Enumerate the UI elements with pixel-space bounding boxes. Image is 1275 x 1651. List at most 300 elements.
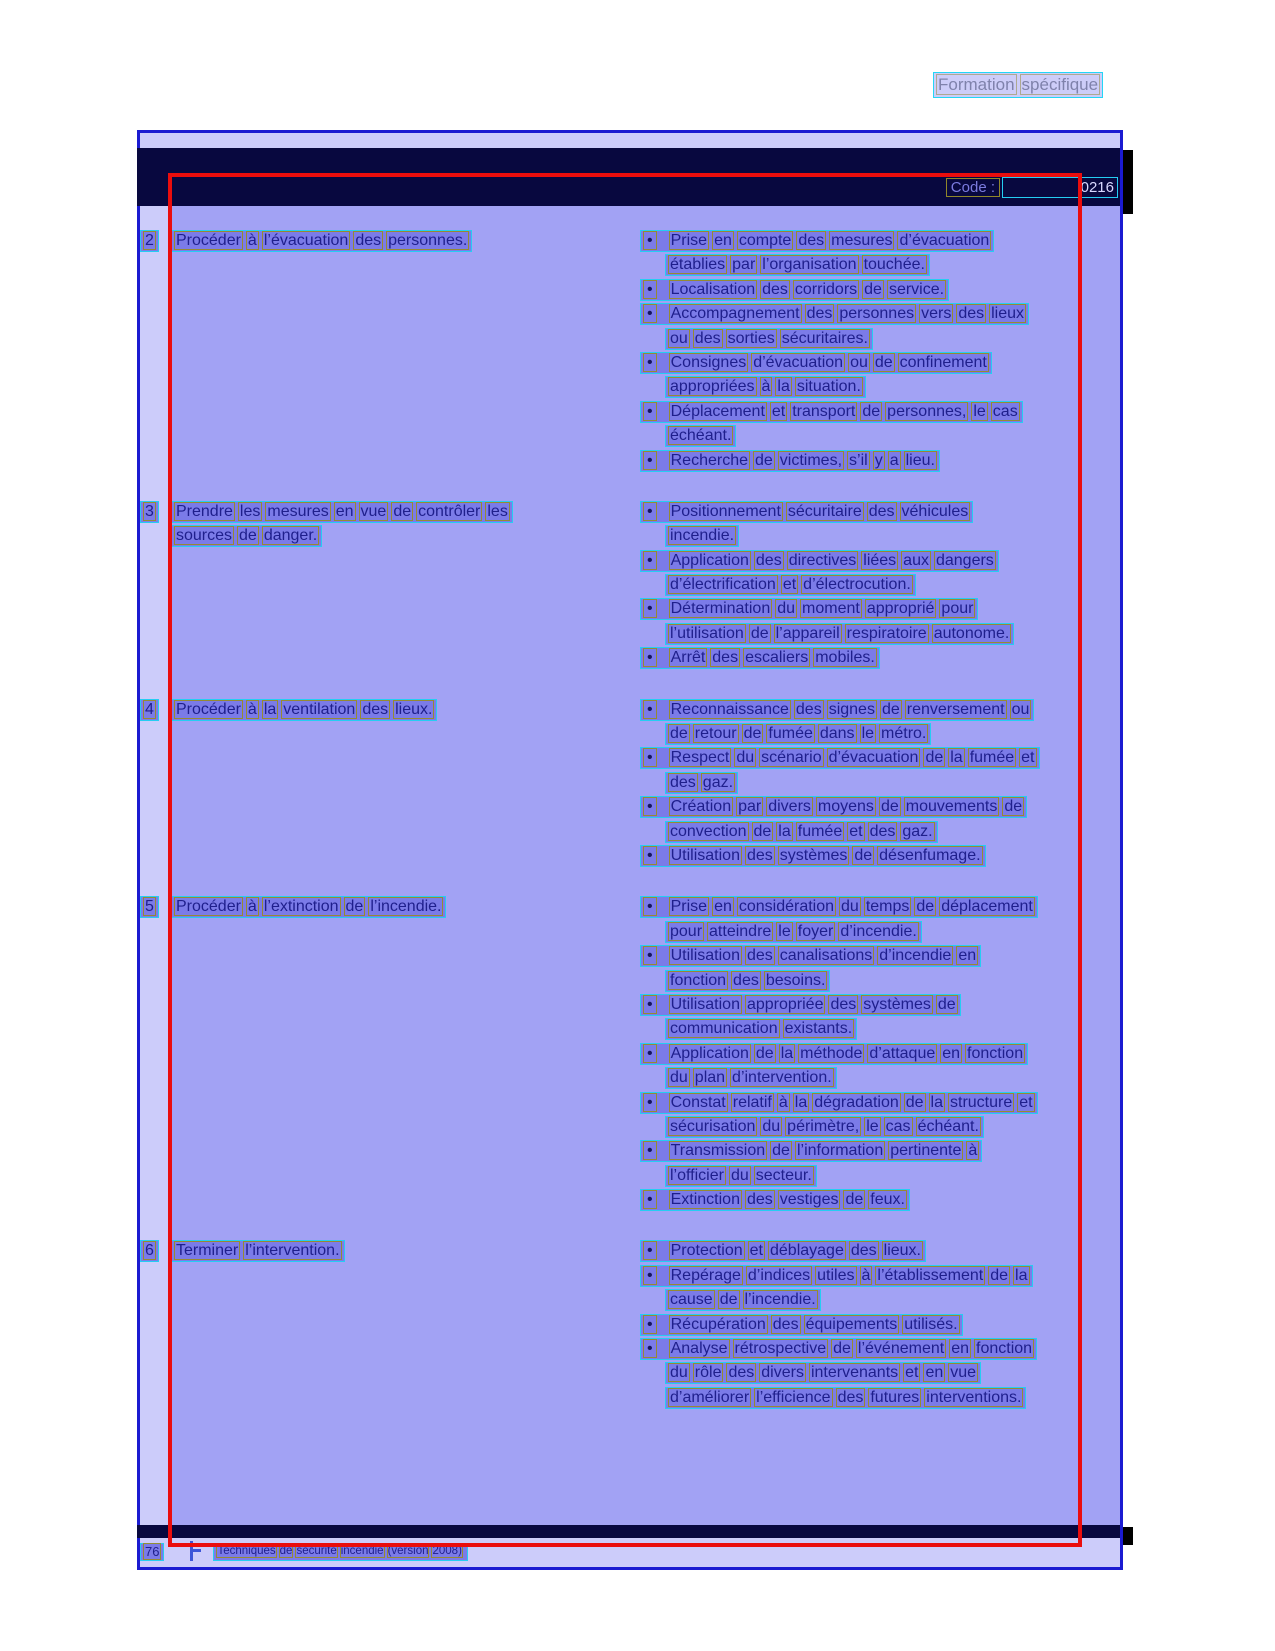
bullet-icon: • (643, 353, 657, 372)
ocr-line (665, 1387, 1026, 1409)
bullet-icon: • (643, 502, 657, 521)
ocr-word: mobiles. (815, 649, 875, 667)
ocr-word: de (916, 898, 935, 916)
ocr-word: équipements (805, 1315, 898, 1333)
ocr-word: des (850, 1242, 877, 1260)
item-bullet-list (640, 698, 1120, 869)
ocr-word: dangers (935, 551, 994, 569)
ocr-word: gaz. (702, 773, 734, 791)
ocr-word: Déplacement (670, 402, 765, 420)
ocr-word: de (753, 822, 772, 840)
ocr-word: Positionnement (670, 502, 781, 520)
ocr-word: 5 (145, 898, 154, 916)
ocr-word: l’information (796, 1142, 884, 1160)
ocr-word: en (925, 1364, 944, 1382)
ocr-word: l’incendie. (744, 1291, 816, 1309)
ocr-word: rôle (694, 1364, 722, 1382)
ocr-line (640, 945, 981, 967)
ocr-line (640, 1043, 1028, 1065)
ocr-word: du (777, 600, 796, 618)
ocr-word: d’attaque (869, 1044, 936, 1062)
ocr-word: escaliers (745, 649, 809, 667)
ocr-word: Terminer (176, 1242, 239, 1260)
ocr-word: à (778, 1093, 788, 1111)
ocr-word: des (712, 649, 739, 667)
ocr-word: les (239, 502, 261, 520)
ocr-word: pertinente (890, 1142, 962, 1160)
ocr-word: des (728, 1364, 755, 1382)
ocr-word: de (239, 527, 257, 545)
ocr-word: sécurisation (670, 1117, 756, 1135)
ocr-word: ou (1011, 700, 1030, 718)
ocr-word: temps (865, 898, 910, 916)
ocr-word: Protection (670, 1242, 743, 1260)
ocr-word: sorties (727, 329, 775, 347)
ocr-word: ou (850, 353, 868, 371)
ocr-word: Procéder (176, 700, 241, 718)
footer-text (213, 1542, 467, 1561)
ocr-word: compte (738, 232, 792, 249)
ocr-word: s’il (849, 451, 868, 469)
ocr-word: Application (670, 551, 749, 569)
ocr-word: d’électrification (670, 576, 776, 594)
ocr-word: secteur. (755, 1166, 812, 1184)
ocr-word: et (782, 576, 797, 594)
ocr-word: échéant. (917, 1117, 979, 1135)
ocr-word: des (806, 305, 833, 323)
ocr-word: 2 (145, 232, 154, 249)
ocr-word: 6 (145, 1242, 154, 1260)
ocr-word: cas (992, 402, 1018, 420)
corner-label (933, 71, 1103, 98)
ocr-word: lieux. (395, 700, 433, 718)
ocr-line (640, 796, 1027, 818)
ocr-word: Accompagnement (670, 305, 800, 323)
ocr-word: déplacement (941, 898, 1033, 916)
bullet-icon: • (643, 304, 657, 323)
ocr-line (171, 699, 437, 721)
ocr-line (665, 1067, 837, 1089)
ocr-word: de (279, 1544, 293, 1557)
ocr-line (665, 821, 938, 843)
ocr-word: Extinction (670, 1191, 740, 1209)
ocr-word: à (247, 898, 257, 916)
ocr-word: corridors (794, 280, 858, 298)
ocr-word: moyens (817, 798, 874, 816)
ocr-word: l’événement (857, 1340, 945, 1358)
ocr-word: futures (870, 1388, 920, 1406)
ocr-word: intervenants (810, 1364, 899, 1382)
ocr-word: à (968, 1142, 978, 1160)
ocr-line (665, 1289, 821, 1311)
ocr-word: l’efficience (756, 1388, 831, 1406)
ocr-word: Analyse (670, 1340, 728, 1358)
ocr-line (640, 1265, 1033, 1287)
ocr-line (640, 699, 1034, 721)
ocr-line (665, 425, 736, 447)
ocr-word: en (958, 947, 977, 965)
ocr-word: des (798, 232, 825, 249)
ocr-word: à (247, 232, 257, 249)
ocr-word: du (841, 898, 859, 916)
ocr-word: dans (819, 725, 855, 743)
ocr-word: d’évacuation (753, 353, 844, 371)
ocr-word: Prendre (176, 502, 233, 520)
item-title (171, 500, 640, 549)
ocr-line (640, 401, 1023, 423)
ocr-word: atteindre (709, 922, 772, 940)
ocr-word: la (777, 378, 790, 396)
ocr-word: fonction (967, 1044, 1024, 1062)
ocr-word: sécuritaires. (781, 329, 868, 347)
footer-bar-shadow (1123, 1527, 1133, 1545)
ocr-word: d’électrocution. (803, 576, 911, 594)
bullet-icon: • (643, 1266, 657, 1285)
ocr-word: l’utilisation (670, 624, 744, 642)
ocr-word: lieu. (905, 451, 935, 469)
content-rows (140, 229, 1120, 1437)
ocr-word: le (973, 402, 986, 420)
bullet-icon: • (643, 1093, 657, 1112)
item-row (140, 229, 1120, 473)
code-line (946, 177, 1118, 198)
ocr-word: des (694, 329, 721, 347)
ocr-word: du (736, 749, 755, 767)
ocr-word: des (869, 822, 896, 840)
ocr-word: convection (670, 822, 747, 840)
ocr-word: l’incendie. (370, 898, 442, 916)
ocr-word: de (833, 1340, 851, 1358)
ocr-word: interventions. (926, 1388, 1022, 1406)
ocr-word: des (958, 305, 985, 323)
ocr-line (640, 279, 949, 301)
ocr-word: spécifique (1021, 75, 1099, 94)
ocr-word: Procéder (176, 232, 241, 249)
page-number-box (140, 1543, 164, 1561)
bullet-icon: • (643, 648, 657, 667)
ocr-word: d’évacuation (828, 749, 919, 767)
item-title (171, 229, 640, 253)
ocr-word: de (755, 1044, 774, 1062)
item-number-column (140, 698, 171, 722)
ocr-word: en (942, 1044, 961, 1062)
code-label: Code : (946, 178, 1000, 197)
ocr-line (640, 450, 940, 472)
item-title (171, 1239, 640, 1263)
ocr-word: de (925, 749, 944, 767)
ocr-word: des (362, 700, 389, 718)
ocr-word: de (990, 1266, 1009, 1284)
ocr-word: mesures (267, 502, 329, 520)
ocr-word: communication (670, 1020, 778, 1038)
bullet-icon: • (643, 1241, 657, 1260)
ocr-word: Transmission (670, 1142, 766, 1160)
ocr-word: des (772, 1315, 799, 1333)
ocr-line (171, 896, 446, 918)
ocr-word: vers (921, 305, 952, 323)
ocr-word: des (670, 773, 696, 791)
ocr-word: déblayage (770, 1242, 844, 1260)
ocr-word: des (762, 280, 788, 298)
ocr-line (640, 896, 1038, 918)
ocr-word: signes (828, 700, 875, 718)
bullet-icon: • (643, 846, 657, 865)
ocr-line (640, 352, 992, 374)
ocr-line (665, 525, 739, 547)
ocr-word: Utilisation (670, 995, 740, 1013)
ocr-word: de (880, 798, 899, 816)
ocr-word: Utilisation (670, 947, 740, 965)
item-number-column (140, 1239, 171, 1263)
ocr-word: mouvements (905, 798, 998, 816)
ocr-word: sécurité (296, 1544, 337, 1557)
ocr-word: l’organisation (762, 256, 857, 274)
ocr-word: systèmes (779, 846, 848, 864)
ocr-word: Reconnaissance (670, 700, 789, 718)
ocr-word: Localisation (670, 280, 756, 298)
item-number-column (140, 895, 171, 919)
ocr-word: des (868, 502, 895, 520)
ocr-word: fonction (670, 971, 727, 989)
ocr-word: de (905, 1093, 924, 1111)
ocr-word: de (772, 1142, 790, 1160)
ocr-word: fumée (969, 749, 1015, 767)
ocr-word: en (951, 1340, 969, 1358)
ocr-word: Application (670, 1044, 749, 1062)
ocr-line (140, 230, 159, 252)
ocr-word: dégradation (814, 1093, 899, 1111)
ocr-line (665, 574, 916, 596)
ocr-word: à (247, 700, 257, 718)
ocr-word: personnes, (887, 402, 967, 420)
ocr-word: directives (788, 551, 857, 569)
ocr-line (665, 921, 922, 943)
ocr-line (665, 970, 830, 992)
ocr-word: feux. (870, 1191, 905, 1209)
ocr-word: à (861, 1266, 871, 1284)
item-bullet-list (640, 229, 1120, 473)
ocr-word: danger. (263, 527, 318, 545)
ocr-word: Création (670, 798, 732, 816)
item-bullet-list (640, 500, 1120, 671)
ocr-word: pour (670, 922, 703, 940)
ocr-word: l’établissement (877, 1266, 984, 1284)
item-bullet-list (640, 895, 1120, 1212)
ocr-line (171, 525, 322, 547)
header-bar (137, 148, 1120, 206)
ocr-word: de (1004, 798, 1023, 816)
bullet-icon: • (643, 551, 657, 570)
ocr-line (640, 1189, 910, 1211)
ocr-word: de (862, 402, 881, 420)
ocr-line (665, 376, 866, 398)
ocr-word: Utilisation (670, 846, 740, 864)
ocr-word: du (670, 1364, 688, 1382)
ocr-word: de (937, 995, 956, 1013)
crop-mark-icon (190, 1541, 205, 1561)
ocr-word: structure (950, 1093, 1013, 1111)
ocr-word: du (762, 1117, 781, 1135)
ocr-line (213, 1543, 467, 1561)
ocr-word: des (746, 1191, 773, 1209)
ocr-word: Récupération (670, 1315, 766, 1333)
bullet-icon: • (643, 1339, 657, 1358)
ocr-word: incendie (340, 1544, 384, 1557)
ocr-word: gaz. (902, 822, 933, 840)
ocr-word: Prise (670, 232, 708, 249)
ocr-word: Arrêt (670, 649, 706, 667)
ocr-word: de (881, 700, 900, 718)
bullet-icon: • (643, 402, 657, 421)
ocr-word: du (730, 1166, 749, 1184)
ocr-line (933, 72, 1103, 98)
ocr-word: de (864, 280, 882, 298)
ocr-word: l’intervention. (245, 1242, 340, 1260)
ocr-word: véhicules (901, 502, 969, 520)
ocr-word: de (393, 502, 412, 520)
ocr-word: périmètre, (787, 1117, 860, 1135)
ocr-word: le (861, 725, 875, 743)
ocr-word: de (670, 725, 688, 743)
bullet-icon: • (643, 1315, 657, 1334)
ocr-word: Repérage (670, 1266, 741, 1284)
ocr-line (665, 1362, 981, 1384)
ocr-word: en (335, 502, 354, 520)
ocr-line (640, 550, 999, 572)
ocr-word: moment (802, 600, 860, 618)
code-value: 0216 (1080, 179, 1114, 196)
ocr-line (640, 230, 994, 252)
ocr-word: et (771, 402, 786, 420)
ocr-line (140, 1240, 159, 1262)
ocr-word: d’évacuation (899, 232, 990, 249)
ocr-word: l’officier (670, 1166, 724, 1184)
ocr-word: a (889, 451, 899, 469)
ocr-word: par (738, 798, 762, 816)
item-row (140, 1239, 1120, 1410)
ocr-word: Consignes (670, 353, 747, 371)
ocr-line (640, 1092, 1038, 1114)
ocr-word: à (761, 378, 771, 396)
item-row (140, 895, 1120, 1212)
bullet-icon: • (643, 897, 657, 916)
ocr-word: divers (768, 798, 811, 816)
ocr-word: approprié (866, 600, 935, 618)
ocr-line (665, 1116, 984, 1138)
ocr-word: la (950, 749, 963, 767)
item-title (171, 895, 640, 919)
ocr-word: et (749, 1242, 763, 1260)
bullet-icon: • (643, 995, 657, 1014)
ocr-word: des (837, 1388, 864, 1406)
ocr-line (640, 501, 973, 523)
ocr-word: considération (738, 898, 835, 916)
ocr-word: renversement (906, 700, 1005, 718)
ocr-word: transport (792, 402, 856, 420)
ocr-word: confinement (899, 353, 987, 371)
ocr-line (171, 230, 472, 252)
ocr-word: fonction (976, 1340, 1033, 1358)
ocr-word: des (355, 232, 382, 249)
ocr-word: personnes (839, 305, 915, 323)
ocr-word: respiratoire (846, 624, 927, 642)
ocr-line (665, 328, 873, 350)
item-row (140, 500, 1120, 671)
ocr-line (665, 1018, 857, 1040)
ocr-word: contrôler (418, 502, 481, 520)
ocr-word: appropriée (746, 995, 824, 1013)
bullet-icon: • (643, 280, 657, 299)
ocr-word: scénario (761, 749, 822, 767)
ocr-line (640, 647, 880, 669)
ocr-word: les (487, 502, 508, 520)
ocr-word: vue (360, 502, 387, 520)
ocr-word: ou (670, 329, 688, 347)
ocr-word: 3 (145, 502, 154, 520)
ocr-word: touchée. (863, 256, 925, 274)
ocr-word: d’indices (747, 1266, 811, 1284)
ocr-line (640, 1240, 926, 1262)
ocr-word: l’extinction (263, 898, 339, 916)
ocr-line (665, 772, 738, 794)
ocr-word: d’améliorer (670, 1388, 750, 1406)
ocr-word: Procéder (176, 898, 241, 916)
ocr-word: de (743, 725, 762, 743)
bullet-icon: • (643, 797, 657, 816)
ocr-word: existants. (784, 1020, 853, 1038)
ocr-word: appropriées (670, 378, 755, 396)
ocr-word: pour (941, 600, 974, 618)
ocr-word: situation. (796, 378, 861, 396)
ocr-word: la (794, 1093, 808, 1111)
ocr-word: en (714, 898, 732, 916)
ocr-word: de (845, 1191, 864, 1209)
ocr-word: méthode (800, 1044, 863, 1062)
ocr-line (140, 699, 159, 721)
ocr-word: le (778, 922, 791, 940)
ocr-word: foyer (797, 922, 834, 940)
ocr-word: sécuritaire (787, 502, 862, 520)
ocr-word: la (263, 700, 277, 718)
ocr-line (171, 501, 513, 523)
bullet-icon: • (643, 1044, 657, 1063)
ocr-word: Respect (670, 749, 730, 767)
ocr-word: divers (761, 1364, 804, 1382)
ocr-line (640, 1140, 982, 1162)
ocr-word: sources (176, 527, 233, 545)
ocr-word: de (754, 451, 773, 469)
ocr-word: fumée (768, 725, 813, 743)
ocr-word: des (746, 947, 773, 965)
ocr-word: établies (670, 256, 726, 274)
ocr-word: échéant. (670, 427, 732, 445)
ocr-word: lieux (991, 305, 1025, 323)
ocr-line (640, 303, 1029, 325)
ocr-word: rétrospective (734, 1340, 827, 1358)
ocr-word: retour (694, 725, 737, 743)
ocr-word: Techniques (217, 1544, 276, 1557)
bullet-icon: • (643, 1141, 657, 1160)
item-title (171, 698, 640, 722)
ocr-word: 2008) (432, 1544, 462, 1557)
ocr-line (640, 598, 978, 620)
bullet-icon: • (643, 946, 657, 965)
bullet-icon: • (643, 748, 657, 767)
page-number: 76 (145, 1543, 160, 1559)
ocr-word: désenfumage. (879, 846, 981, 864)
ocr-line (640, 1314, 963, 1336)
ocr-word: la (1015, 1266, 1028, 1284)
